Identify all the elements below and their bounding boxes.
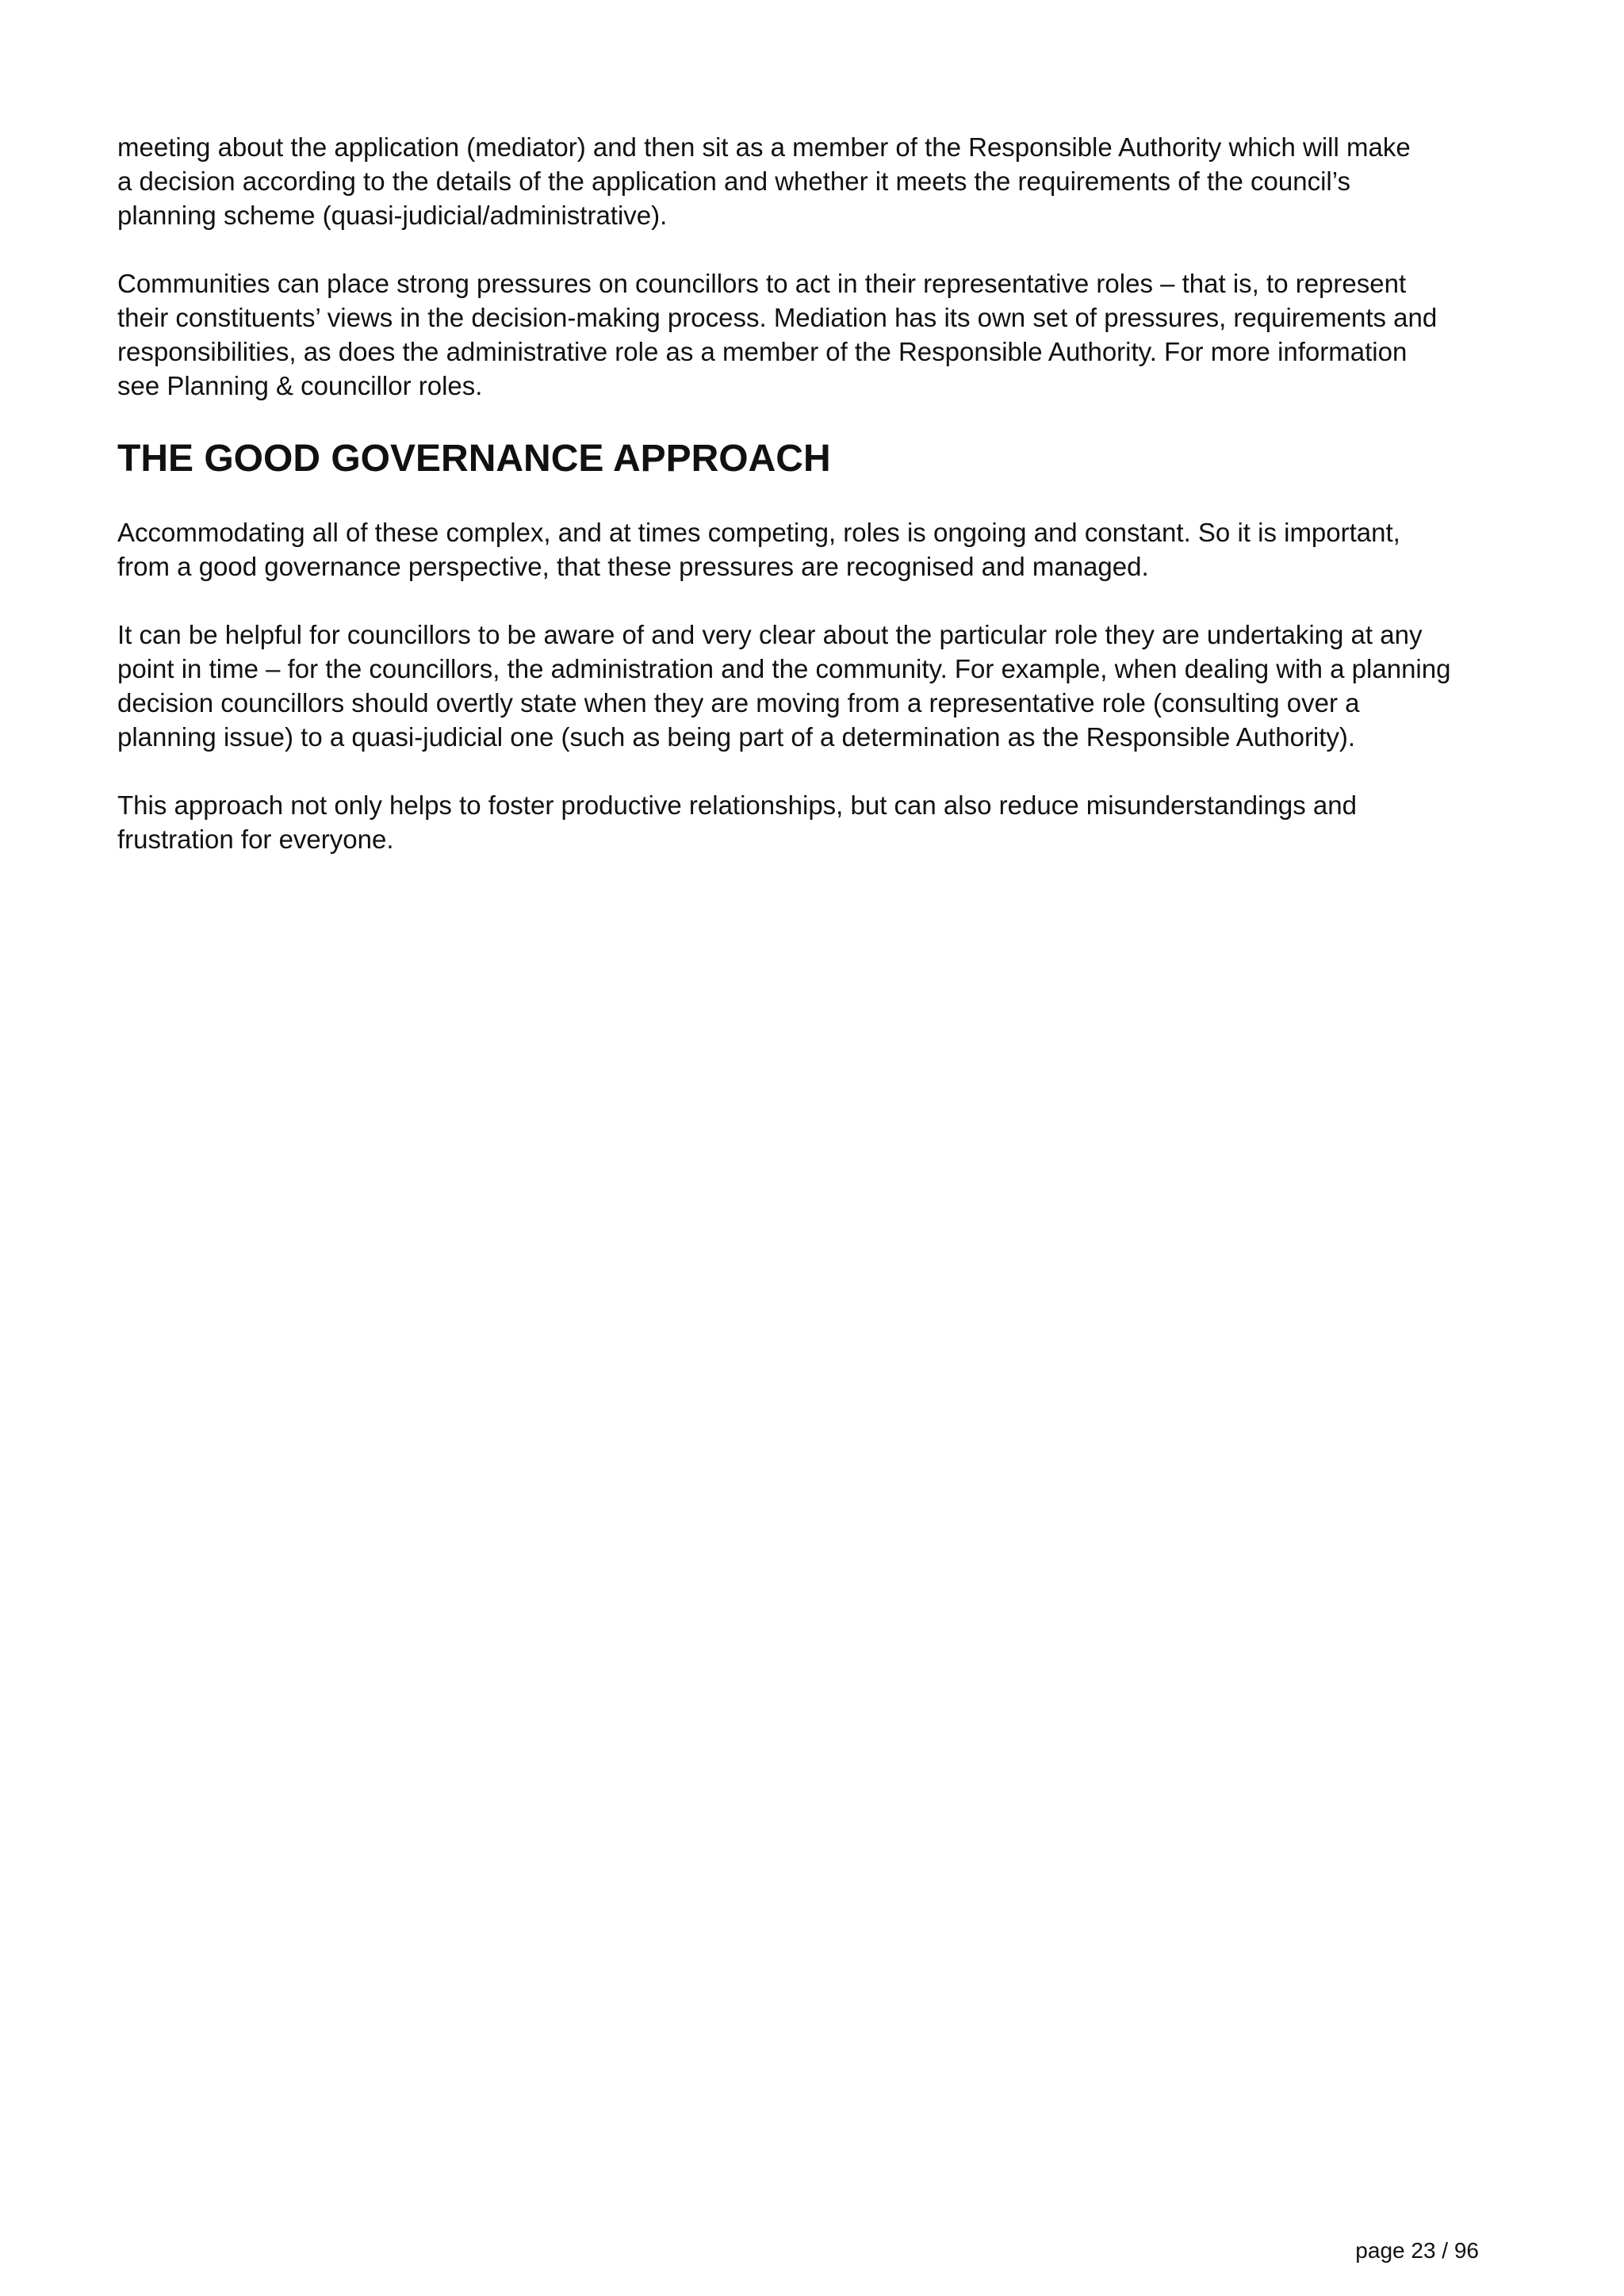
text-line: see Planning & councillor roles. (117, 371, 483, 400)
text-line: planning scheme (quasi-judicial/administrative). (117, 201, 668, 230)
page-content (117, 130, 1529, 890)
paragraph-approach-benefits (117, 788, 1529, 856)
text-line: responsibilities, as does the administrative role as a member of the Responsible Authority. For more information (117, 337, 1408, 366)
text-line: Accommodating all of these complex, and at times competing, roles is ongoing and constant. So it is important, (117, 518, 1400, 547)
text-line: point in time – for the councillors, the administration and the community. For example, when dealing with a planning (117, 654, 1451, 683)
text-line: meeting about the application (mediator) and then sit as a member of the Responsible Authority which will make (117, 132, 1411, 162)
section-heading: THE GOOD GOVERNANCE APPROACH (117, 438, 831, 480)
text-line: frustration for everyone. (117, 825, 394, 854)
paragraph-role-clarity (117, 618, 1529, 754)
text-line: their constituents’ views in the decision-making process. Mediation has its own set of pressures, requirements and (117, 303, 1438, 332)
text-line: This approach not only helps to foster productive relationships, but can also reduce misunderstandings and (117, 790, 1357, 820)
text-line: decision councillors should overtly state when they are moving from a representative role (consulting over a (117, 688, 1360, 718)
page-number: page 23 / 96 (1355, 2238, 1479, 2263)
text-line: planning issue) to a quasi-judicial one (such as being part of a determination as the Responsible Authority). (117, 722, 1356, 752)
text-line: from a good governance perspective, that these pressures are recognised and managed. (117, 552, 1149, 581)
text-line: a decision according to the details of the application and whether it meets the requirements of the council’s (117, 166, 1350, 196)
text-line: It can be helpful for councillors to be aware of and very clear about the particular role they are undertaking at any (117, 620, 1423, 649)
paragraph-mediator-role (117, 130, 1529, 232)
text-line: Communities can place strong pressures on councillors to act in their representative roles – that is, to represent (117, 269, 1407, 298)
paragraph-accommodating-roles (117, 515, 1529, 584)
paragraph-community-pressures (117, 266, 1529, 403)
